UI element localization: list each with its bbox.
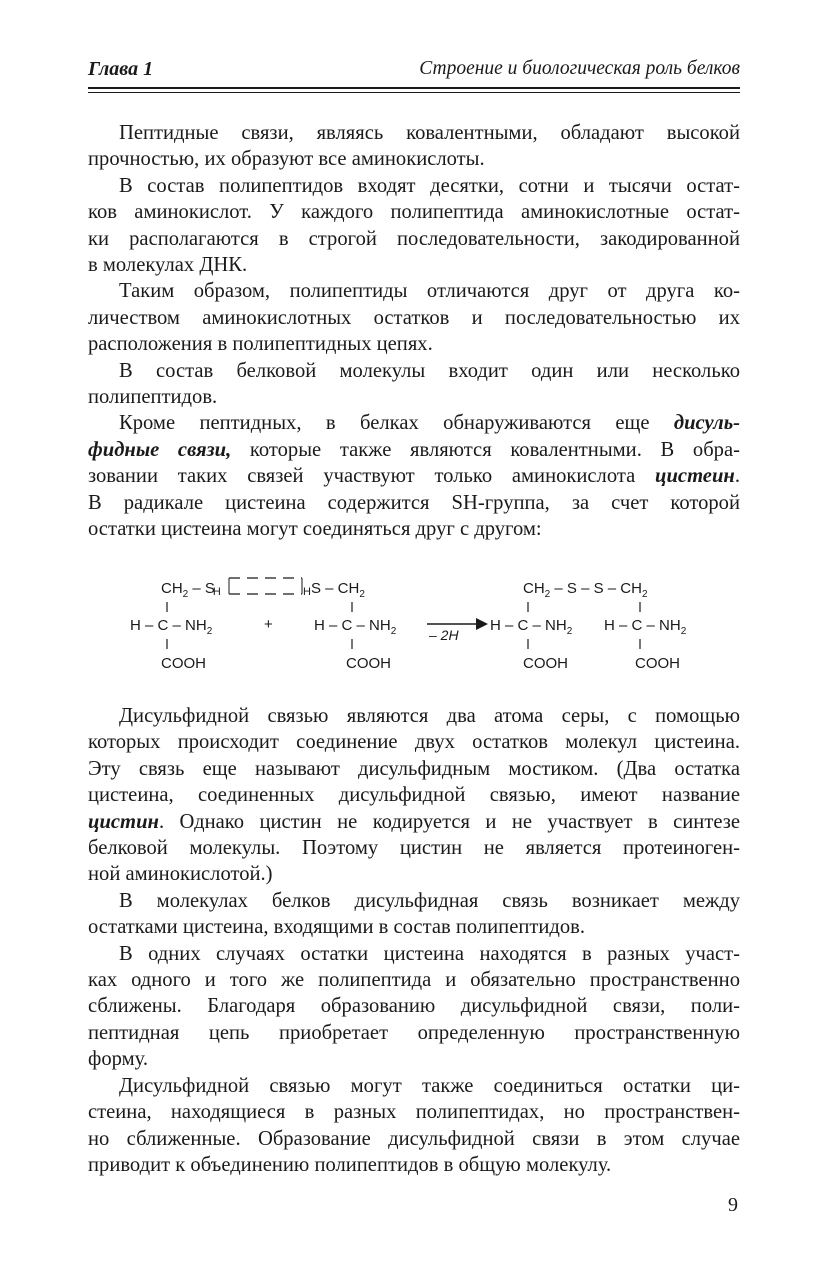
text-line [88,463,740,489]
text-line: В состав полипептидов входят десятки, сотни и тысячи остат- [119,174,740,197]
formula-sub: 2 [182,589,189,600]
text-line: В радикале цистеина содержится SH-группа, за счет которой [88,491,740,514]
cystine-molecule [490,580,687,672]
term-disulfide: дисуль- [673,412,740,435]
text-line: ной аминокислотой.) [88,863,273,886]
formula-text: H [303,586,311,598]
svg-text:H – C – NH2 [490,617,573,637]
minus-2h-label: – 2H [429,627,459,643]
formula-text: H – C – NH [314,617,391,634]
text-line: В молекулах белков дисульфидная связь возникает между [119,889,740,912]
disulfide-paragraph [88,410,740,542]
plus-sign: + [264,616,273,633]
formula-text: H [212,586,221,598]
text-line: Дисульфидной связью могут также соединиться остатки ци- [119,1074,740,1097]
formula-text: H – C – NH [130,617,207,634]
formula-text: CH [161,580,183,597]
text-run: Кроме пептидных, в белках обнаруживаются еще [119,412,674,435]
formula-text: COOH [346,655,391,672]
formula-text: S – CH [310,580,360,597]
text-line [88,809,740,835]
paragraph [88,941,740,1073]
paragraph [88,278,740,357]
text-line: белковой молекулы. Поэтому цистин не является протеиноген- [88,837,740,860]
text-line: прочностью, их образуют все аминокислоты. [88,148,485,171]
header-rule-thin [88,92,740,93]
text-line: Дисульфидной связью являются два атома серы, с помощью [119,705,740,727]
text-line: Эту связь еще называют дисульфидным мостиком. (Два остатка [88,757,740,780]
svg-text:H – C – NH2 [314,617,397,637]
formula-sub: 2 [641,589,648,600]
text-line: приводит к объединению полипептидов в общую молекулу. [88,1153,612,1176]
text-line: цистеина, соединенных дисульфидной связью, имеют название [88,784,740,807]
svg-text:HS – CH2 [303,580,365,600]
text-line: ки располагаются в строгой последовательности, закодированной [88,227,740,250]
svg-text:H – C – NH2 [130,617,213,637]
formula-sub: 2 [566,626,573,637]
text-line: Пептидные связи, являясь ковалентными, обладают высокой [119,122,740,144]
text-line: полипептидов. [88,386,218,409]
text-line: остатки цистеина могут соединяться друг с другом: [88,518,542,541]
page-number: 9 [728,1194,738,1216]
running-header [88,58,740,84]
text-run: зовании таких связей участвуют только аминокислота [88,465,656,488]
reaction-arrow [427,618,488,643]
paragraph [88,173,740,279]
cystine-formation-equation [120,572,720,682]
term-cysteine: цистеин [655,465,735,488]
header-rule-thick [88,87,740,89]
svg-text:CH2 – SH [161,580,221,600]
text-line: форму. [88,1048,149,1071]
formula-text: COOH [635,655,680,672]
formula-text: COOH [523,655,568,672]
text-line: Таким образом, полипептиды отличаются друг от друга ко- [119,280,740,303]
cysteine-molecule-left [130,580,221,672]
formula-sub: 2 [359,589,365,600]
paragraph [88,120,740,173]
cysteine-molecule-right [303,580,397,672]
running-title: Строение и биологическая роль белков [419,58,740,79]
text-run: . [734,465,740,488]
svg-text:CH2 – S – S – CH2 [523,580,648,600]
formula-text: – S – S – CH [550,580,642,597]
text-line: пептидная цепь приобретает определенную пространственную [88,1021,740,1044]
text-block-bottom [88,703,740,1178]
text-line [88,437,740,463]
text-line: но сближенные. Образование дисульфидной связи в этом случае [88,1127,740,1150]
text-line: которых происходит соединение двух остатков молекул цистеина. [88,731,740,754]
cystine-paragraph [88,703,740,888]
text-line: в молекулах ДНК. [88,254,248,277]
text-block-top [88,120,740,543]
text-run: . Однако цистин не кодируется и не участвует в синтезе [158,810,740,833]
text-line: В состав белковой молекулы входит один или несколько [119,359,740,382]
text-line: личеством аминокислотных остатков и последовательностью их [88,306,740,329]
term-cystine: цистин [88,810,159,833]
text-line: стеина, находящиеся в разных полипептидах, но пространствен- [88,1101,740,1124]
text-line: сближены. Благодаря образованию дисульфидной связи, поли- [88,995,740,1018]
formula-text: COOH [161,655,206,672]
formula-text: – S [188,580,215,597]
paragraph [88,1073,740,1179]
formula-text: CH [523,580,545,597]
formula-sub: 2 [390,626,397,637]
term-disulfide-cont: фидные связи, [88,438,232,461]
text-line: ков аминокислот. У каждого полипептида аминокислотные остат- [88,201,740,224]
text-line: остатками цистеина, входящими в состав полипептидов. [88,916,586,939]
text-line [88,410,740,436]
text-run: которые также являются ковалентными. В обра- [231,438,740,461]
paragraph [88,358,740,411]
formula-sub: 2 [680,626,687,637]
text-line: В одних случаях остатки цистеина находятся в разных участ- [119,942,740,965]
text-line: расположения в полипептидных цепях. [88,333,433,356]
svg-text:H – C – NH2 [604,617,687,637]
formula-text: H – C – NH [604,617,681,634]
formula-text: H – C – NH [490,617,567,634]
text-line: ках одного и того же полипептида и обязательно пространственно [88,969,740,992]
formula-sub: 2 [206,626,213,637]
formula-sub: 2 [544,589,551,600]
paragraph [88,888,740,941]
chapter-label: Глава 1 [88,58,154,80]
